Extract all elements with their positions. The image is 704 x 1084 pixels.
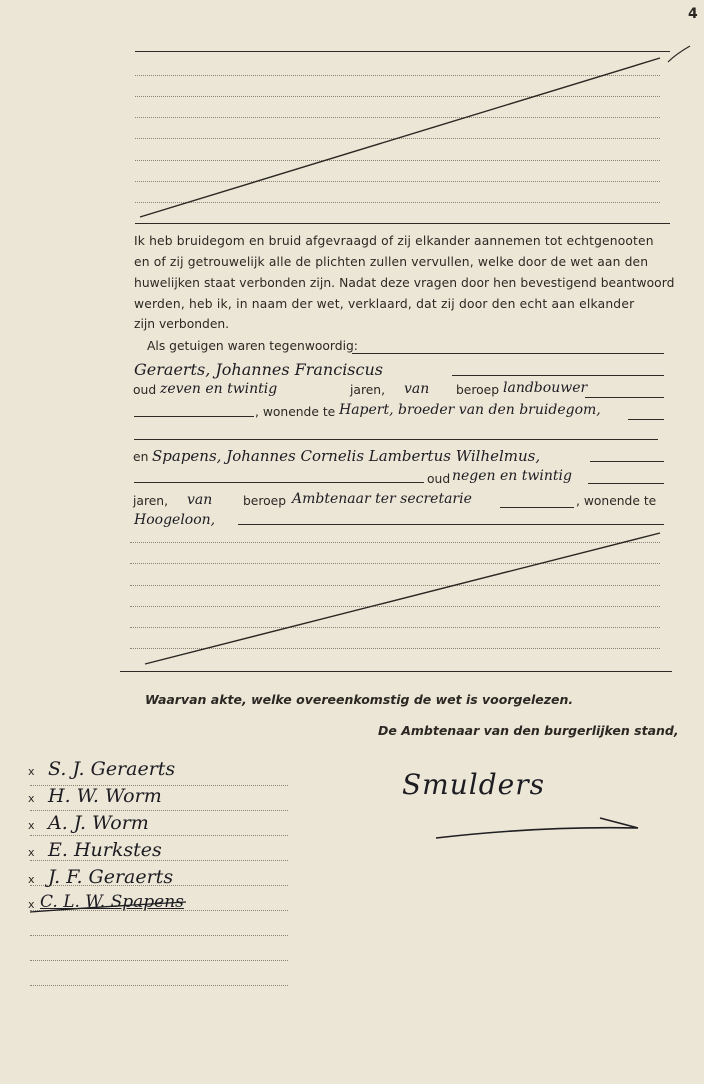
signature-mark: x (28, 765, 35, 778)
signature-mark: x (28, 792, 35, 805)
declaration-line: Ik heb bruidegom en bruid afgevraagd of zij elkander aannemen tot echtgenooten (134, 234, 654, 248)
witness1-occupation: landbouwer (503, 380, 588, 396)
declaration-line: huwelijken staat verbonden zijn. Nadat deze vragen door hen bevestigend beantwoord (134, 276, 675, 290)
closing-statement: Waarvan akte, welke overeenkomstig de wet is voorgelezen. (145, 692, 574, 707)
official-title: De Ambtenaar van den burgerlijken stand, (378, 723, 679, 738)
declaration-line: werden, heb ik, in naam der wet, verklaard, dat zij door den echt aan elkander (134, 297, 635, 311)
page-number: 4 (688, 6, 698, 22)
witness-signature: C. L. W. Spapens (40, 892, 184, 912)
witness2-age: negen en twintig (452, 468, 572, 484)
signature-mark: x (28, 898, 35, 911)
witness2-occupation-prefix: van (187, 492, 213, 508)
witness-signature: H. W. Worm (48, 785, 162, 807)
witness-signature: E. Hurkstes (48, 839, 162, 861)
witness1-occupation-label: beroep (456, 383, 500, 397)
witness1-name: Geraerts, Johannes Franciscus (134, 360, 383, 379)
witness-signature: J. F. Geraerts (48, 866, 174, 888)
witness2-residence-label: , wonende te (576, 494, 657, 508)
signature-mark: x (28, 819, 35, 832)
witness-signature: S. J. Geraerts (48, 758, 176, 780)
witness2-years-label: jaren, (133, 494, 169, 508)
signature-mark: x (28, 873, 35, 886)
declaration-line: zijn verbonden. (134, 317, 230, 331)
official-signature: Smulders (402, 768, 545, 801)
witnesses-intro: Als getuigen waren tegenwoordig: (147, 339, 358, 353)
witness1-age-label: oud (133, 383, 157, 397)
signature-underline (30, 902, 186, 912)
witness2-prefix: en (133, 450, 149, 464)
witness2-occupation-label: beroep (243, 494, 287, 508)
signature-mark: x (28, 846, 35, 859)
witness1-age: zeven en twintig (160, 381, 278, 397)
witness1-residence-label: , wonende te (255, 405, 336, 419)
check-mark (668, 46, 690, 62)
witness-signature: A. J. Worm (48, 812, 149, 834)
cancellation-diagonal (140, 58, 660, 217)
official-signature-flourish (436, 818, 638, 838)
witness1-years-label: jaren, (350, 383, 386, 397)
witness2-name: Spapens, Johannes Cornelis Lambertus Wilhelmus, (152, 447, 541, 465)
witness2-residence: Hoogeloon, (134, 512, 216, 528)
witness2-occupation: Ambtenaar ter secretarie (292, 491, 472, 507)
declaration-line: en of zij getrouwelijk alle de plichten zullen vervullen, welke door de wet aan den (134, 255, 649, 269)
witness1-residence: Hapert, broeder van den bruidegom, (339, 402, 601, 418)
witness2-age-label: oud (427, 472, 451, 486)
witness1-occupation-prefix: van (404, 381, 430, 397)
cancellation-diagonal (145, 533, 660, 664)
